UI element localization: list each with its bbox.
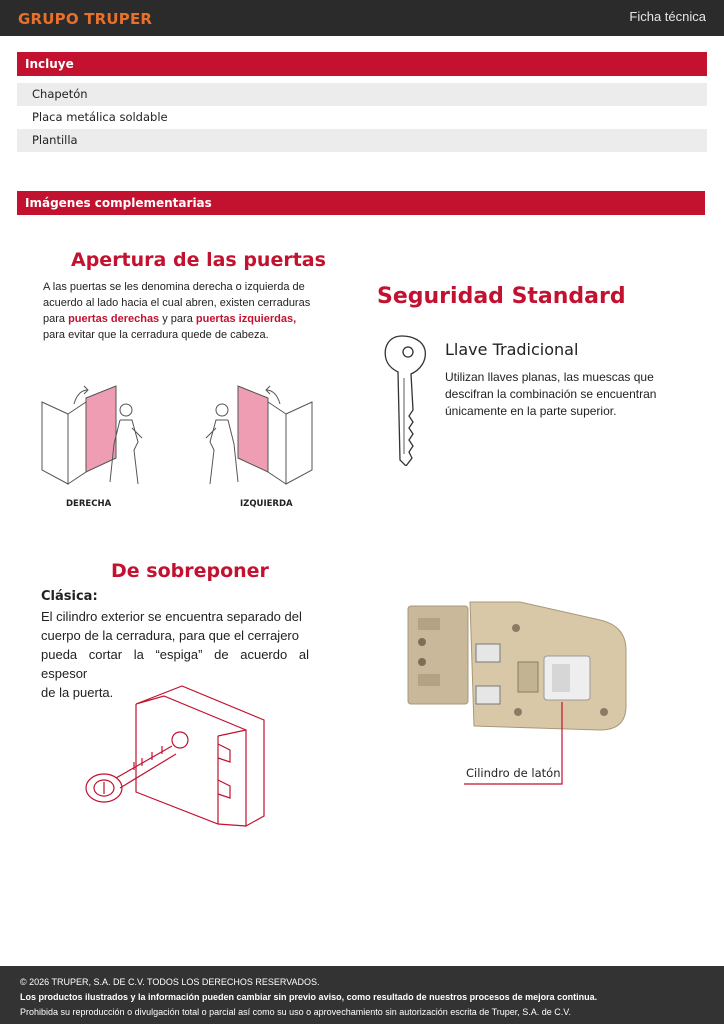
key-icon <box>382 334 432 466</box>
top-header-bar <box>0 0 724 36</box>
sobreponer-description: El cilindro exterior se encuentra separado del cuerpo de la cerradura, para que el cerrajero pueda cortar la “espiga” de acuerdo al espesor de la puerta. <box>41 609 309 700</box>
door-label-left: IZQUIERDA <box>240 499 293 509</box>
includes-item: Plantilla <box>17 129 707 152</box>
footer-legal: Prohibida su reproducción o divulgación total o parcial así como su uso o aprovechamiento sin autorización escrita de Truper, S.A. de C.V. <box>20 1007 571 1017</box>
includes-item: Placa metálica soldable <box>32 110 168 124</box>
lock-cylinder-diagram <box>82 684 272 830</box>
sobreponer-heading: De sobreponer <box>111 560 269 582</box>
includes-item: Chapetón <box>17 83 707 106</box>
document-type-label: Ficha técnica <box>629 9 706 24</box>
door-label-right: DERECHA <box>66 499 112 509</box>
apertura-heading: Apertura de las puertas <box>71 249 326 271</box>
footer <box>0 966 724 1024</box>
right-door-figure <box>42 386 142 484</box>
callout-cylinder-label: Cilindro de latón <box>466 766 561 780</box>
seguridad-subheading: Llave Tradicional <box>445 340 579 359</box>
apertura-description: A las puertas se les denomina derecha o izquierda de acuerdo al lado hacia el cual abren, existen cerraduras para puertas derechas y para puertas izquierdas, para evitar que la cerradura quede de cabeza. <box>43 281 311 341</box>
left-door-figure <box>206 386 312 484</box>
seguridad-description: Utilizan llaves planas, las muescas que descifran la combinación se encuentran únicamente en la parte superior. <box>445 370 657 418</box>
images-section-title: Imágenes complementarias <box>17 191 705 215</box>
door-opening-illustration <box>38 380 318 495</box>
footer-notice: Los productos ilustrados y la información pueden cambiar sin previo aviso, como resultado de nuestros procesos de mejora continua. <box>20 992 598 1002</box>
sobreponer-subheading: Clásica: <box>41 589 98 604</box>
footer-copyright: © 2026 TRUPER, S.A. DE C.V. TODOS LOS DERECHOS RESERVADOS. <box>20 977 320 987</box>
includes-section-title: Incluye <box>17 52 707 76</box>
seguridad-heading: Seguridad Standard <box>377 284 626 309</box>
brand-logo: GRUPO TRUPER <box>18 10 153 28</box>
